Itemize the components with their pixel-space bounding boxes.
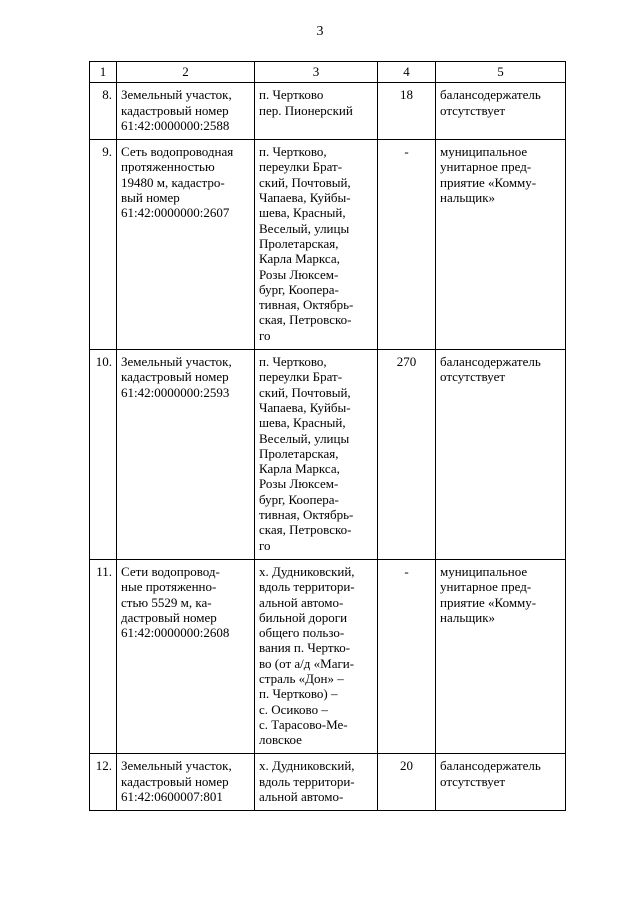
column-number-4: 4: [378, 62, 436, 83]
address-cell-line: бильной дороги: [259, 609, 348, 625]
holder-cell-line: балансодержатель: [440, 758, 541, 774]
column-number-1: 1: [90, 62, 117, 83]
object-name-cell: [117, 559, 255, 754]
holder-cell-line: нальщик»: [440, 190, 496, 206]
object-name-cell-line: протяженностью: [121, 159, 215, 175]
address-cell-line: Пролетарская,: [259, 445, 339, 461]
address-cell: [255, 83, 378, 140]
object-name-cell: [117, 350, 255, 560]
holder-cell-line: муниципальное: [440, 563, 528, 579]
address-cell: [255, 754, 378, 811]
object-name-cell-line: вый номер: [121, 190, 180, 206]
address-cell-line: альной автомо-: [259, 594, 344, 610]
address-cell-line: переулки Брат-: [259, 159, 343, 175]
address-cell-line: п. Чертково: [259, 87, 324, 103]
row-number-cell: 10.: [90, 350, 117, 560]
address-cell-line: п. Чертково,: [259, 354, 327, 370]
holder-cell-line: унитарное пред-: [440, 159, 532, 175]
holder-cell: [436, 140, 566, 350]
address-cell-line: Чапаева, Куйбы-: [259, 190, 351, 206]
row-number-cell: 9.: [90, 140, 117, 350]
row-number-cell: 11.: [90, 559, 117, 754]
column-number-5: 5: [436, 62, 566, 83]
object-name-cell-line: дастровый номер: [121, 609, 217, 625]
address-cell-line: вдоль территори-: [259, 579, 355, 595]
page-number: 3: [316, 24, 324, 39]
holder-cell-line: отсутствует: [440, 102, 506, 118]
address-cell: [255, 559, 378, 754]
object-name-cell-line: 61:42:0000000:2607: [121, 205, 230, 221]
address-cell-line: бург, Коопера-: [259, 491, 339, 507]
object-name-cell-line: Земельный участок,: [121, 758, 232, 774]
holder-cell-line: унитарное пред-: [440, 579, 532, 595]
address-cell-line: во (от а/д «Маги-: [259, 655, 355, 671]
object-name-cell-line: 19480 м, кадастро-: [121, 174, 225, 190]
address-cell-line: общего пользо-: [259, 625, 345, 641]
column-number-2: 2: [117, 62, 255, 83]
table-row: [90, 754, 566, 811]
table-row: [90, 83, 566, 140]
address-cell-line: тивная, Октябрь-: [259, 297, 354, 313]
address-cell-line: х. Дудниковский,: [259, 563, 355, 579]
address-cell-line: альной автомо-: [259, 789, 344, 805]
address-cell-line: ловское: [259, 732, 302, 748]
address-cell-line: вдоль территори-: [259, 773, 355, 789]
holder-cell: [436, 350, 566, 560]
address-cell-line: с. Осиково –: [259, 701, 328, 717]
holder-cell-line: приятие «Комму-: [440, 594, 537, 610]
address-cell: [255, 140, 378, 350]
object-name-cell-line: Земельный участок,: [121, 87, 232, 103]
address-cell-line: Карла Маркса,: [259, 251, 340, 267]
address-cell-line: Карла Маркса,: [259, 461, 340, 477]
object-name-cell-line: 61:42:0000000:2588: [121, 117, 230, 133]
address-cell-line: го: [259, 327, 271, 343]
holder-cell-line: отсутствует: [440, 773, 506, 789]
row-number-cell: 12.: [90, 754, 117, 811]
holder-cell: [436, 754, 566, 811]
address-cell-line: п. Чертково) –: [259, 686, 338, 702]
quantity-cell: 20: [378, 754, 436, 811]
object-name-cell-line: стью 5529 м, ка-: [121, 594, 212, 610]
holder-cell: [436, 559, 566, 754]
address-cell-line: бург, Коопера-: [259, 281, 339, 297]
object-name-cell-line: кадастровый номер: [121, 773, 229, 789]
address-cell-line: ский, Почтовый,: [259, 174, 351, 190]
holder-cell-line: муниципальное: [440, 144, 528, 160]
holder-cell-line: отсутствует: [440, 369, 506, 385]
object-name-cell-line: Сеть водопроводная: [121, 144, 234, 160]
quantity-cell: 270: [378, 350, 436, 560]
address-cell-line: шева, Красный,: [259, 415, 346, 431]
address-cell-line: Пролетарская,: [259, 235, 339, 251]
address-cell-line: ский, Почтовый,: [259, 384, 351, 400]
holder-cell: [436, 83, 566, 140]
quantity-cell: -: [378, 140, 436, 350]
holder-cell-line: приятие «Комму-: [440, 174, 537, 190]
object-name-cell: [117, 140, 255, 350]
object-name-cell-line: 61:42:0000000:2608: [121, 625, 230, 641]
address-cell-line: п. Чертково,: [259, 144, 327, 160]
table-row: [90, 559, 566, 754]
table-row: [90, 350, 566, 560]
address-cell-line: переулки Брат-: [259, 369, 343, 385]
row-number-cell: 8.: [90, 83, 117, 140]
object-name-cell-line: Сети водопровод-: [121, 563, 220, 579]
table-row: [90, 140, 566, 350]
object-name-cell-line: Земельный участок,: [121, 354, 232, 370]
address-cell-line: шева, Красный,: [259, 205, 346, 221]
address-cell-line: х. Дудниковский,: [259, 758, 355, 774]
object-name-cell-line: кадастровый номер: [121, 369, 229, 385]
table-header-row: [90, 62, 566, 83]
object-name-cell-line: кадастровый номер: [121, 102, 229, 118]
object-name-cell: [117, 754, 255, 811]
address-cell-line: тивная, Октябрь-: [259, 507, 354, 523]
holder-cell-line: нальщик»: [440, 609, 496, 625]
address-cell-line: ская, Петровско-: [259, 312, 352, 328]
address-cell-line: го: [259, 537, 271, 553]
column-number-3: 3: [255, 62, 378, 83]
address-cell-line: страль «Дон» –: [259, 670, 344, 686]
address-cell-line: вания п. Чертко-: [259, 640, 351, 656]
holder-cell-line: балансодержатель: [440, 354, 541, 370]
address-cell-line: ская, Петровско-: [259, 522, 352, 538]
quantity-cell: -: [378, 559, 436, 754]
address-cell-line: Розы Люксем-: [259, 266, 339, 282]
quantity-cell: 18: [378, 83, 436, 140]
address-cell-line: Веселый, улицы: [259, 220, 350, 236]
address-cell-line: с. Тарасово-Ме-: [259, 716, 348, 732]
object-name-cell-line: ные протяженно-: [121, 579, 217, 595]
address-cell-line: Веселый, улицы: [259, 430, 350, 446]
address-cell-line: Розы Люксем-: [259, 476, 339, 492]
holder-cell-line: балансодержатель: [440, 87, 541, 103]
address-cell: [255, 350, 378, 560]
property-registry-table: [89, 61, 566, 811]
address-cell-line: пер. Пионерский: [259, 102, 353, 118]
address-cell-line: Чапаева, Куйбы-: [259, 399, 351, 415]
object-name-cell: [117, 83, 255, 140]
object-name-cell-line: 61:42:0000000:2593: [121, 384, 230, 400]
object-name-cell-line: 61:42:0600007:801: [121, 789, 223, 805]
